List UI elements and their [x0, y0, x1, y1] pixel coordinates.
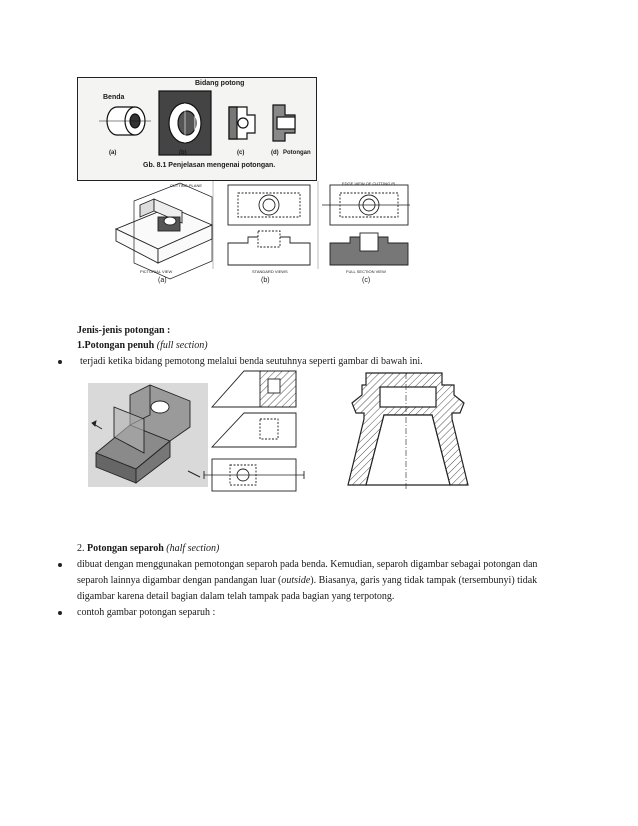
figure-full-section-views — [110, 181, 412, 289]
figure2-caption-c: (c) — [362, 277, 371, 284]
label-d: (d) — [271, 150, 279, 156]
full-section-view-label: FULL SECTION VIEW — [346, 269, 386, 274]
section-heading: Jenis-jenis potongan : — [77, 325, 171, 336]
pictorial-block-drawing — [88, 383, 208, 487]
edge-view-label: EDGE VIEW OF CUTTING PL. — [342, 181, 398, 186]
figure2-caption-b: (b) — [261, 277, 270, 284]
item1-bullet-text: terjadi ketika bidang pemotong melalui benda seutuhnya seperti gambar di bawah ini. — [80, 356, 423, 367]
figure-full-section-examples — [88, 367, 472, 495]
item2-bullet1-line1: dibuat dengan menggunakan pemotongan separoh pada benda. Kemudian, separoh digambar sebagai potongan dan — [77, 559, 538, 570]
section-drawing-large — [348, 373, 468, 491]
figure-section-explanation — [77, 77, 317, 181]
bullet-marker — [58, 563, 62, 567]
item2-bullet2: contoh gambar potongan separuh : — [77, 607, 216, 618]
figure2-caption-a: (a) — [158, 277, 167, 284]
standard-views-label: STANDARD VIEWS — [252, 269, 288, 274]
pictorial-view-drawing — [116, 183, 212, 279]
pictorial-view-label: PICTORIAL VIEW — [140, 269, 173, 274]
label-c: (c) — [237, 150, 245, 156]
item2-bullet1-line3: digambar karena detail bagian dalam telah tampak pada bagian yang terpotong. — [77, 591, 395, 602]
full-section-view-drawing — [322, 185, 410, 265]
figure1-caption: Gb. 8.1 Penjelasan mengenai potongan. — [143, 162, 276, 169]
item1-heading: 1.Potongan penuh (full section) — [77, 340, 208, 351]
cutting-plane-label: CUTTING PLANE — [170, 183, 203, 188]
label-b: (b) — [179, 150, 187, 156]
bullet-marker — [58, 360, 62, 364]
label-a: (a) — [109, 150, 117, 156]
label-bidang-potong: Bidang potong — [195, 80, 245, 87]
label-potongan: Potongan — [283, 150, 311, 156]
standard-views-drawing — [228, 185, 310, 265]
orthographic-views-drawing — [204, 371, 304, 491]
cutting-plane-drawing — [159, 91, 211, 155]
item2-bullet1-line2: separoh lainnya digambar dengan pandangan luar (outside). Biasanya, garis yang tidak tampak (tersembunyi) tidak — [77, 575, 538, 586]
item2-heading: 2. Potongan separoh (half section) — [77, 543, 220, 554]
bullet-marker — [58, 611, 62, 615]
label-benda: Benda — [103, 94, 125, 101]
